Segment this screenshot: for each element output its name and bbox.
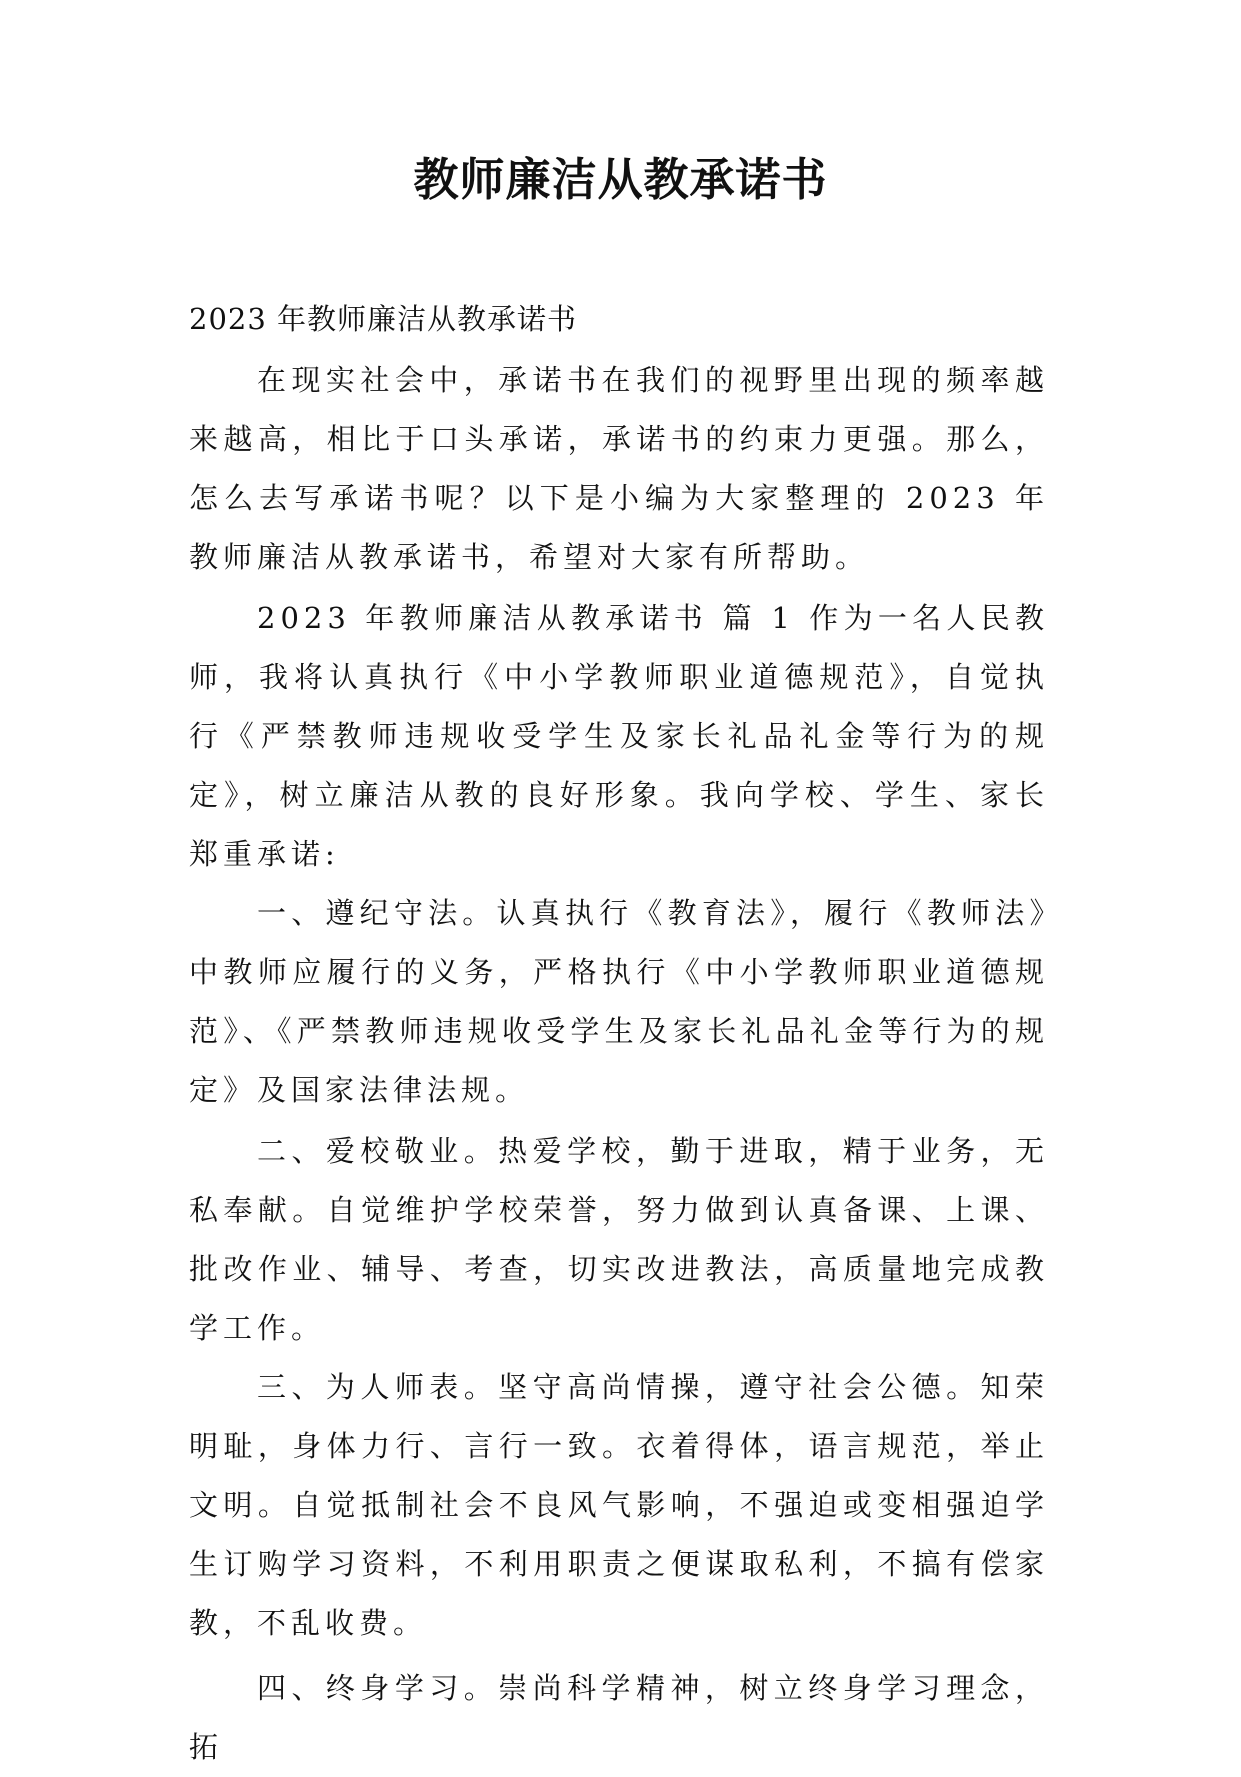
intro-paragraph: 在现实社会中，承诺书在我们的视野里出现的频率越来越高，相比于口头承诺，承诺书的约束力更强。那么，怎么去写承诺书呢？以下是小编为大家整理的 2023 年教师廉洁从教承诺书，希望对大家有所帮助。 — [189, 363, 1049, 574]
pledge-item-4: 四、终身学习。崇尚科学精神，树立终身学习理念，拓 — [189, 1671, 1049, 1764]
document-title: 教师廉洁从教承诺书 — [413, 153, 828, 206]
pledge-item-1: 一、遵纪守法。认真执行《教育法》，履行《教师法》中教师应履行的义务，严格执行《中小学教师职业道德规范》、《严禁教师违规收受学生及家长礼品礼金等行为的规定》及国家法律法规。 — [189, 896, 1049, 1107]
subtitle-paragraph: 2023 年教师廉洁从教承诺书 — [189, 302, 578, 336]
document-body — [189, 290, 1049, 1777]
pledge-intro-paragraph: 2023 年教师廉洁从教承诺书 篇 1 作为一名人民教师，我将认真执行《中小学教师职业道德规范》，自觉执行《严禁教师违规收受学生及家长礼品礼金等行为的规定》，树立廉洁从教的良好形象。我向学校、学生、家长郑重承诺: — [189, 601, 1049, 871]
pledge-item-3: 三、为人师表。坚守高尚情操，遵守社会公德。知荣明耻，身体力行、言行一致。衣着得体，语言规范，举止文明。自觉抵制社会不良风气影响，不强迫或变相强迫学生订购学习资料，不利用职责之便谋取私利，不搞有偿家教，不乱收费。 — [189, 1370, 1049, 1640]
pledge-item-2: 二、爱校敬业。热爱学校，勤于进取，精于业务，无私奉献。自觉维护学校荣誉，努力做到认真备课、上课、批改作业、辅导、考查，切实改进教法，高质量地完成教学工作。 — [189, 1134, 1049, 1345]
